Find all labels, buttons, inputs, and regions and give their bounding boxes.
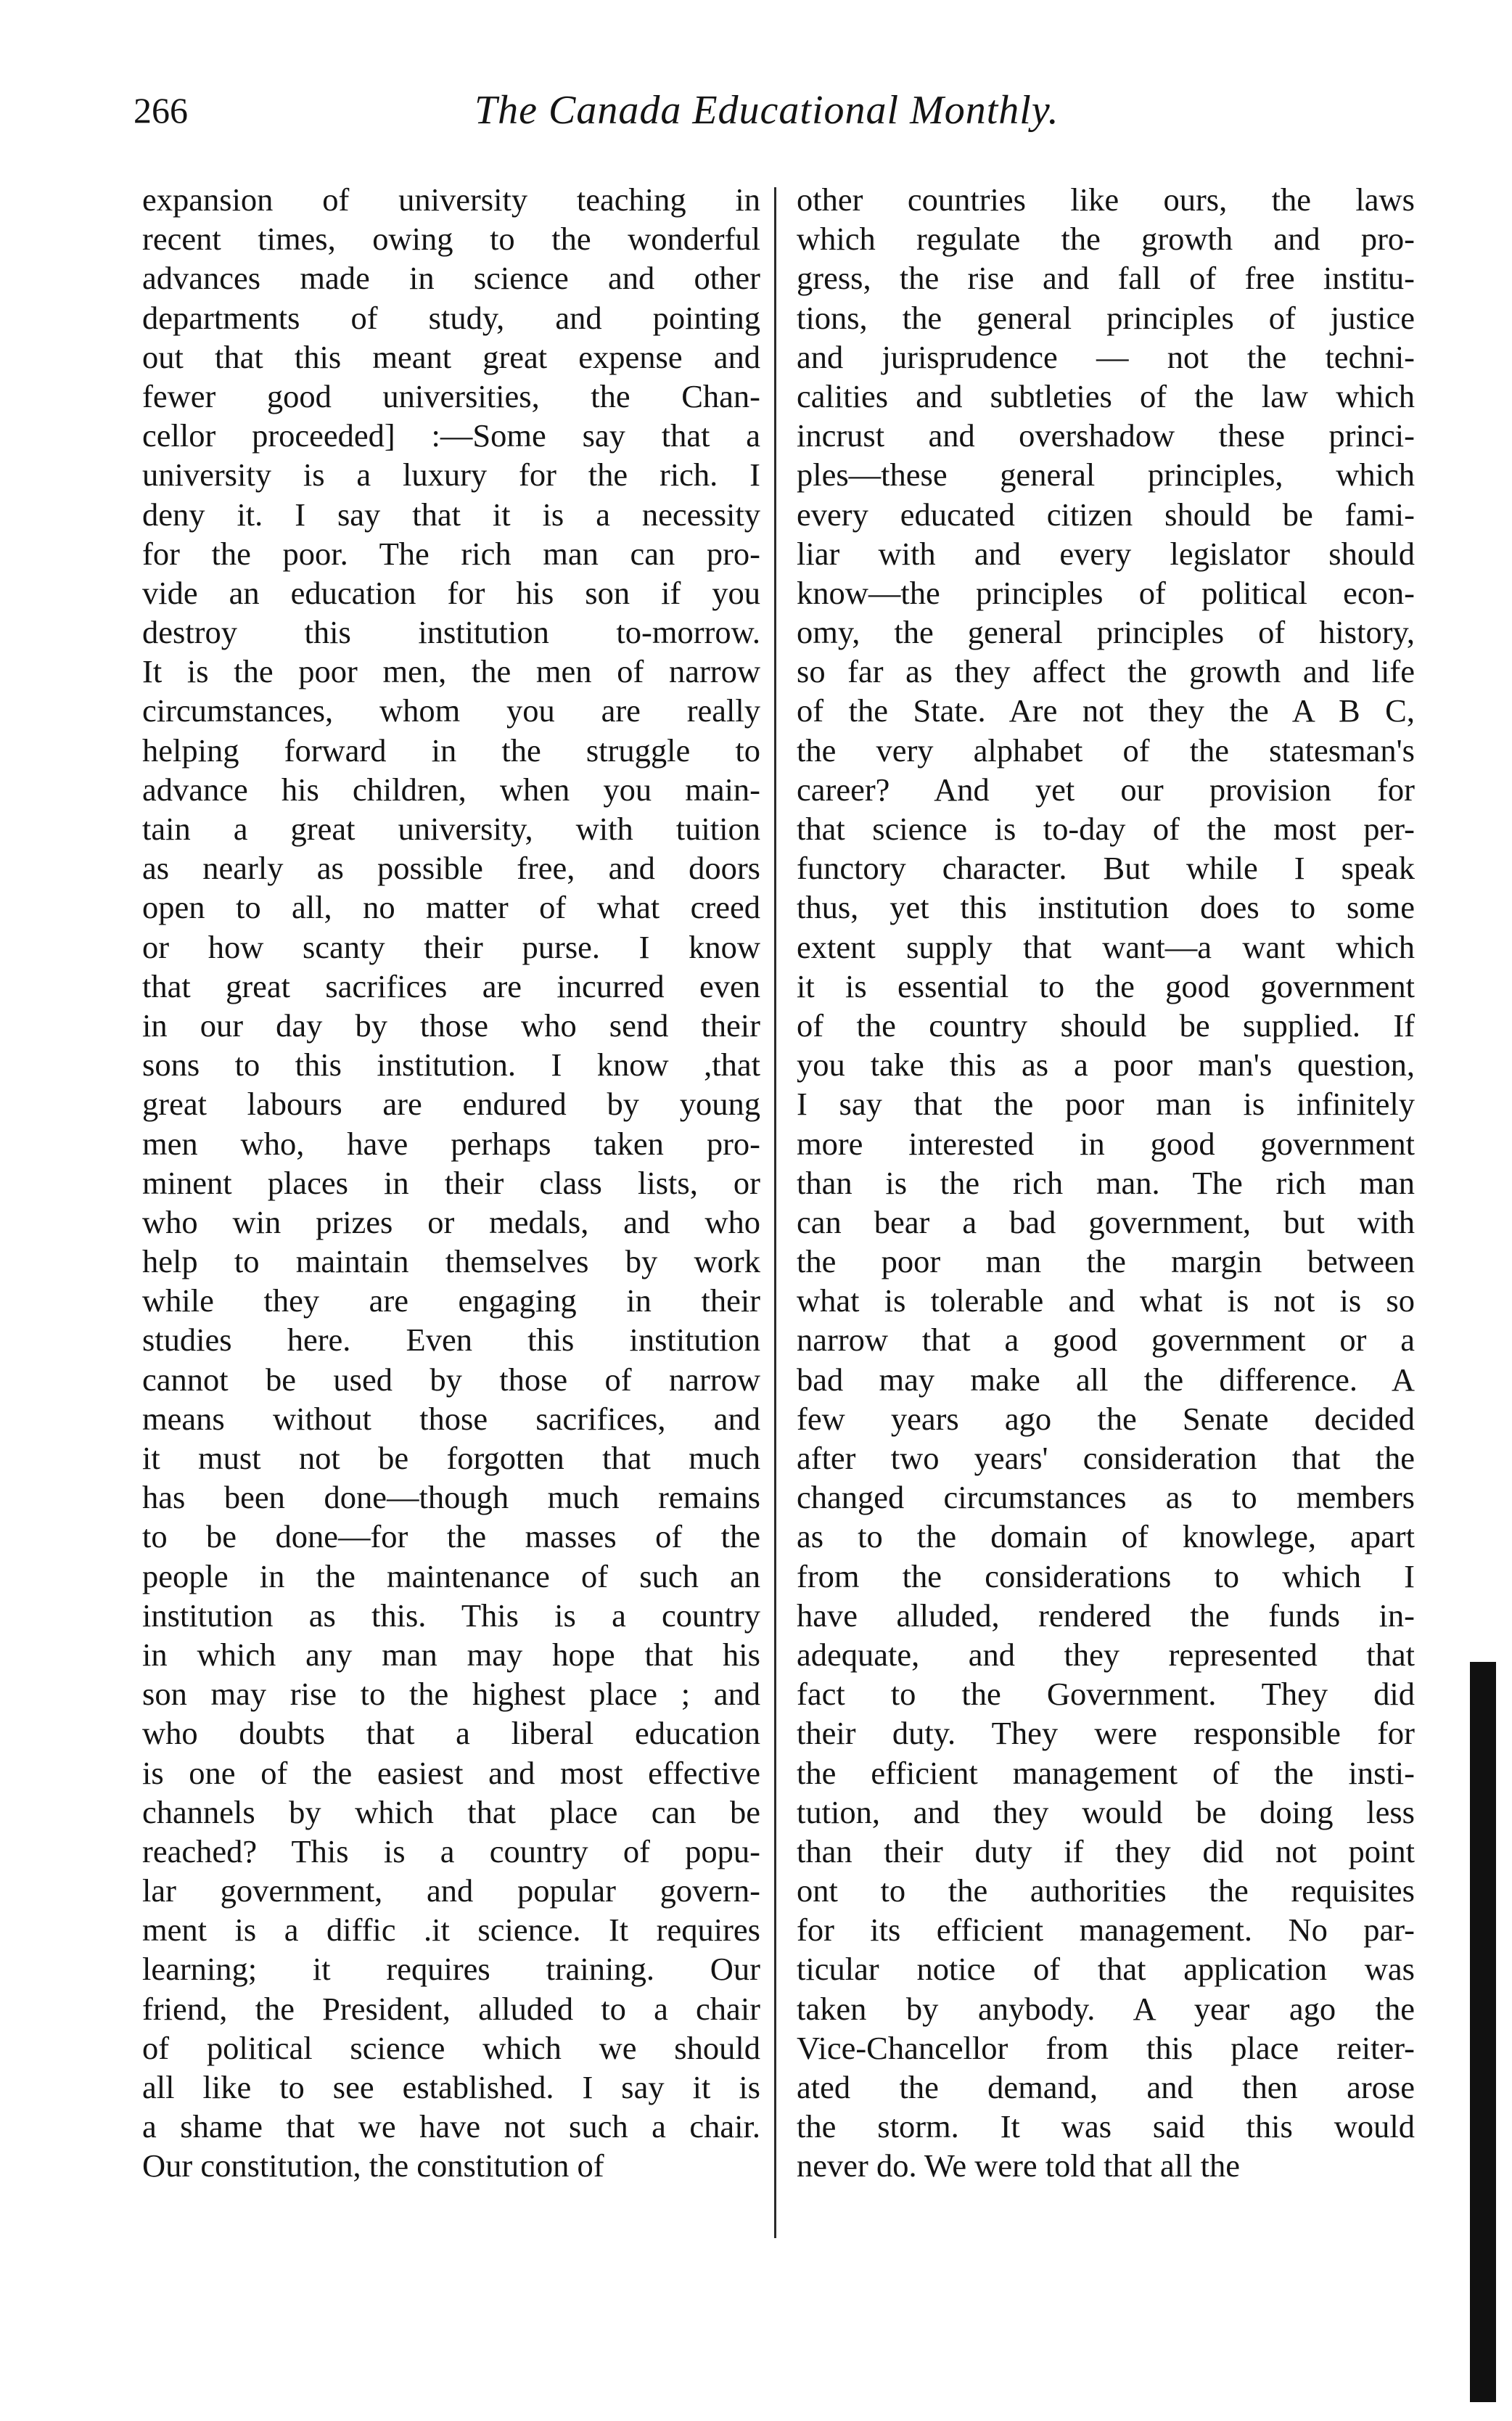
text-line: recent times, owing to the wonderful [142, 221, 760, 258]
column-divider [774, 187, 776, 2238]
text-line: son may rise to the highest place ; and [142, 1676, 760, 1713]
text-line: while they are engaging in their [142, 1282, 760, 1319]
text-line: people in the maintenance of such an [142, 1557, 760, 1594]
text-line: the efficient management of the insti- [797, 1754, 1415, 1791]
text-line: who doubts that a liberal education [142, 1715, 760, 1752]
text-line: lar government, and popular govern- [142, 1872, 760, 1909]
text-line: departments of study, and pointing [142, 299, 760, 336]
text-line: out that this meant great expense and [142, 338, 760, 375]
text-line: ont to the authorities the requisites [797, 1872, 1415, 1909]
text-line: sons to this institution. I know ,that [142, 1046, 760, 1083]
running-title: The Canada Educational Monthly. [474, 88, 1059, 133]
text-line: circumstances, whom you are really [142, 692, 760, 729]
text-line: minent places in their class lists, or [142, 1164, 760, 1201]
text-line: after two years' consideration that the [797, 1440, 1415, 1476]
text-line: can bear a bad government, but with [797, 1203, 1415, 1240]
text-line: career? And yet our provision for [797, 771, 1415, 808]
text-line: advances made in science and other [142, 260, 760, 297]
text-line: men who, have perhaps taken pro- [142, 1125, 760, 1162]
text-line: tution, and they would be doing less [797, 1793, 1415, 1830]
text-line: functory character. But while I speak [797, 850, 1415, 887]
text-line: expansion of university teaching in [142, 181, 760, 218]
text-line: or how scanty their purse. I know [142, 928, 760, 965]
text-line: incrust and overshadow these princi- [797, 417, 1415, 454]
text-line: that science is to-day of the most per- [797, 811, 1415, 847]
text-line: omy, the general principles of history, [797, 614, 1415, 651]
text-line: have alluded, rendered the funds in- [797, 1597, 1415, 1634]
text-line: so far as they affect the growth and life [797, 653, 1415, 690]
text-line: reached? This is a country of popu- [142, 1832, 760, 1869]
text-line: to be done—for the masses of the [142, 1518, 760, 1555]
text-line: fewer good universities, the Chan- [142, 377, 760, 414]
right-text-column [797, 180, 1415, 2186]
text-line: what is tolerable and what is not is so [797, 1282, 1415, 1319]
text-line: gress, the rise and fall of free institu- [797, 260, 1415, 297]
text-line: deny it. I say that it is a necessity [142, 496, 760, 533]
text-line: vide an education for his son if you [142, 574, 760, 611]
text-line: in which any man may hope that his [142, 1636, 760, 1673]
text-line: it must not be forgotten that much [142, 1440, 760, 1476]
text-line: has been done—though much remains [142, 1479, 760, 1516]
text-line: is one of the easiest and most effective [142, 1754, 760, 1791]
text-line: a shame that we have not such a chair. [142, 2108, 760, 2145]
text-line: from the considerations to which I [797, 1557, 1415, 1594]
text-line: helping forward in the struggle to [142, 732, 760, 769]
page-header [133, 89, 1120, 147]
text-line: open to all, no matter of what creed [142, 889, 760, 926]
text-line: institution as this. This is a country [142, 1597, 760, 1634]
text-line: means without those sacrifices, and [142, 1400, 760, 1437]
text-line: liar with and every legislator should [797, 535, 1415, 572]
text-line: other countries like ours, the laws [797, 181, 1415, 218]
text-line: know—the principles of political econ- [797, 574, 1415, 611]
text-line: ticular notice of that application was [797, 1951, 1415, 1988]
text-line: advance his children, when you main- [142, 771, 760, 808]
text-line: tions, the general principles of justice [797, 299, 1415, 336]
text-line: the very alphabet of the statesman's [797, 732, 1415, 769]
text-line: than their duty if they did not point [797, 1832, 1415, 1869]
text-line: university is a luxury for the rich. I [142, 456, 760, 493]
text-line: as nearly as possible free, and doors [142, 850, 760, 887]
text-line: bad may make all the difference. A [797, 1361, 1415, 1398]
text-line: as to the domain of knowlege, apart [797, 1518, 1415, 1555]
text-line: in our day by those who send their [142, 1007, 760, 1044]
text-line: of political science which we should [142, 2029, 760, 2066]
text-line: thus, yet this institution does to some [797, 889, 1415, 926]
text-line: all like to see established. I say it is [142, 2069, 760, 2105]
text-line: narrow that a good government or a [797, 1322, 1415, 1359]
text-line: few years ago the Senate decided [797, 1400, 1415, 1437]
text-line: their duty. They were responsible for [797, 1715, 1415, 1752]
text-line: changed circumstances as to members [797, 1479, 1415, 1516]
text-line: ples—these general principles, which [797, 456, 1415, 493]
scan-edge-shadow [1470, 1662, 1496, 2402]
text-line: channels by which that place can be [142, 1793, 760, 1830]
text-line: Vice-Chancellor from this place reiter- [797, 2029, 1415, 2066]
text-line: for the poor. The rich man can pro- [142, 535, 760, 572]
text-line: every educated citizen should be fami- [797, 496, 1415, 533]
text-line: cannot be used by those of narrow [142, 1361, 760, 1398]
text-line: studies here. Even this institution [142, 1322, 760, 1359]
text-line: the poor man the margin between [797, 1243, 1415, 1280]
text-line: than is the rich man. The rich man [797, 1164, 1415, 1201]
text-line: never do. We were told that all the [797, 2147, 1240, 2184]
text-line: for its efficient management. No par- [797, 1912, 1415, 1949]
text-line: destroy this institution to-morrow. [142, 614, 760, 651]
text-line: you take this as a poor man's question, [797, 1046, 1415, 1083]
text-line: the storm. It was said this would [797, 2108, 1415, 2145]
text-line: which regulate the growth and pro- [797, 221, 1415, 258]
text-line: help to maintain themselves by work [142, 1243, 760, 1280]
left-text-column [142, 180, 760, 2186]
text-line: It is the poor men, the men of narrow [142, 653, 760, 690]
text-line: friend, the President, alluded to a chair [142, 1990, 760, 2027]
text-line: great labours are endured by young [142, 1086, 760, 1123]
text-line: and jurisprudence — not the techni- [797, 338, 1415, 375]
text-line: ment is a diffic .it science. It requires [142, 1912, 760, 1949]
text-line: adequate, and they represented that [797, 1636, 1415, 1673]
text-line: taken by anybody. A year ago the [797, 1990, 1415, 2027]
text-line: cellor proceeded] :—Some say that a [142, 417, 760, 454]
text-line: it is essential to the good government [797, 967, 1415, 1004]
text-line: fact to the Government. They did [797, 1676, 1415, 1713]
text-line: extent supply that want—a want which [797, 928, 1415, 965]
text-line: of the country should be supplied. If [797, 1007, 1415, 1044]
page-number: 266 [133, 90, 188, 131]
text-line: calities and subtleties of the law which [797, 377, 1415, 414]
text-line: more interested in good government [797, 1125, 1415, 1162]
text-line: who win prizes or medals, and who [142, 1203, 760, 1240]
text-line: I say that the poor man is infinitely [797, 1086, 1415, 1123]
text-line: Our constitution, the constitution of [142, 2147, 604, 2184]
text-line: ated the demand, and then arose [797, 2069, 1415, 2105]
text-line: of the State. Are not they the A B C, [797, 692, 1415, 729]
text-line: learning; it requires training. Our [142, 1951, 760, 1988]
text-line: that great sacrifices are incurred even [142, 967, 760, 1004]
text-line: tain a great university, with tuition [142, 811, 760, 847]
